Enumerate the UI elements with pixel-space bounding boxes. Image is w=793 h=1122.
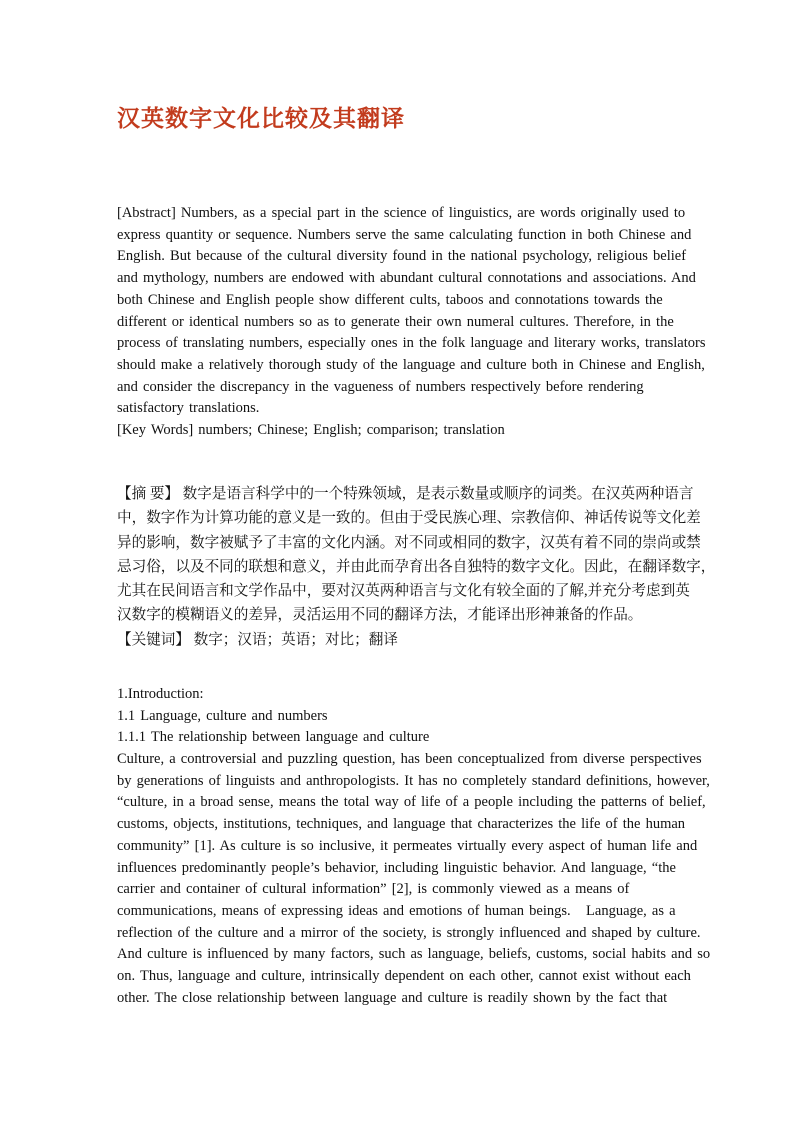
introduction-headings xyxy=(117,684,757,749)
text-line: 尤其在民间语言和文学作品中，要对汉英两种语言与文化有较全面的了解,并充分考虑到英 xyxy=(117,583,690,600)
text-line: 异的影响，数字被赋予了丰富的文化内涵。对不同或相同的数字，汉英有着不同的崇尚或禁 xyxy=(117,534,701,551)
text-line: should make a relatively thorough study of the language and culture both in Chinese and English, xyxy=(117,356,705,373)
text-line: carrier and container of cultural information” [2], is commonly viewed as a means of xyxy=(117,881,630,898)
text-line: 中，数字作为计算功能的意义是一致的。但由于受民族心理、宗教信仰、神话传说等文化差 xyxy=(117,510,701,527)
text-line: express quantity or sequence. Numbers serve the same calculating function in both Chinese and xyxy=(117,226,692,243)
text-line: customs, objects, institutions, techniques, and language that characterizes the life of the human xyxy=(117,816,686,833)
text-line: 忌习俗，以及不同的联想和意义，并由此而孕育出各自独特的数字文化。因此，在翻译数字， xyxy=(117,558,716,575)
text-line: [Abstract] Numbers, as a special part in the science of linguistics, are words originally used to xyxy=(117,205,686,221)
text-line: both Chinese and English people show different cults, taboos and connotations towards the xyxy=(117,291,663,308)
page-title: 汉英数字文化比较及其翻译 xyxy=(117,106,405,131)
text-line: communications, means of expressing ideas and emotions of human beings. Language, as a xyxy=(117,902,676,919)
text-line: 1.Introduction: xyxy=(117,686,204,702)
abstract-english-paragraph xyxy=(117,203,757,420)
text-line: on. Thus, language and culture, intrinsically dependent on each other, cannot exist without each xyxy=(117,968,691,985)
text-line: different or identical numbers so as to generate their own numeral cultures. Therefore, in the xyxy=(117,313,674,330)
text-line: other. The close relationship between language and culture is readily shown by the fact that xyxy=(117,989,668,1006)
text-line: And culture is influenced by many factors, such as language, beliefs, customs, social habits and so xyxy=(117,946,711,963)
text-line: by generations of linguists and anthropologists. It has no completely standard definitions, however, xyxy=(117,772,710,789)
text-line: and consider the discrepancy in the vagueness of numbers respectively before rendering xyxy=(117,378,644,395)
text-line: reflection of the culture and a mirror of the society, is strongly influenced and shaped by culture. xyxy=(117,924,701,941)
text-line: 汉数字的模糊语义的差异，灵活运用不同的翻译方法，才能译出形神兼备的作品。 xyxy=(117,607,643,624)
text-line: English. But because of the cultural diversity found in the national psychology, religious belief xyxy=(117,248,687,265)
text-line: and mythology, numbers are endowed with abundant cultural connotations and associations. And xyxy=(117,270,696,287)
keywords-english-line: [Key Words] numbers; Chinese; English; comparison; translation xyxy=(117,422,505,438)
text-line: community” [1]. As culture is so inclusive, it permeates virtually every aspect of human life and xyxy=(117,837,698,854)
text-line: influences predominantly people’s behavior, including linguistic behavior. And language, “the xyxy=(117,859,676,876)
text-line: 1.1.1 The relationship between language and culture xyxy=(117,729,430,746)
text-line: Culture, a controversial and puzzling question, has been conceptualized from diverse perspectives xyxy=(117,751,702,767)
keywords-chinese-line: 【关键词】 数字；汉语；英语；对比；翻译 xyxy=(117,632,398,648)
text-line: 【摘 要】 数字是语言科学中的一个特殊领域，是表示数量或顺序的词类。在汉英两种语言 xyxy=(117,486,694,502)
text-line: 1.1 Language, culture and numbers xyxy=(117,707,328,724)
text-line: satisfactory translations. xyxy=(117,400,260,417)
text-line: process of translating numbers, especially ones in the folk language and literary works, translators xyxy=(117,335,706,352)
introduction-paragraph xyxy=(117,749,757,1009)
text-line: “culture, in a broad sense, means the total way of life of a people including the patterns of belief, xyxy=(117,794,706,811)
abstract-chinese-paragraph xyxy=(117,482,757,628)
